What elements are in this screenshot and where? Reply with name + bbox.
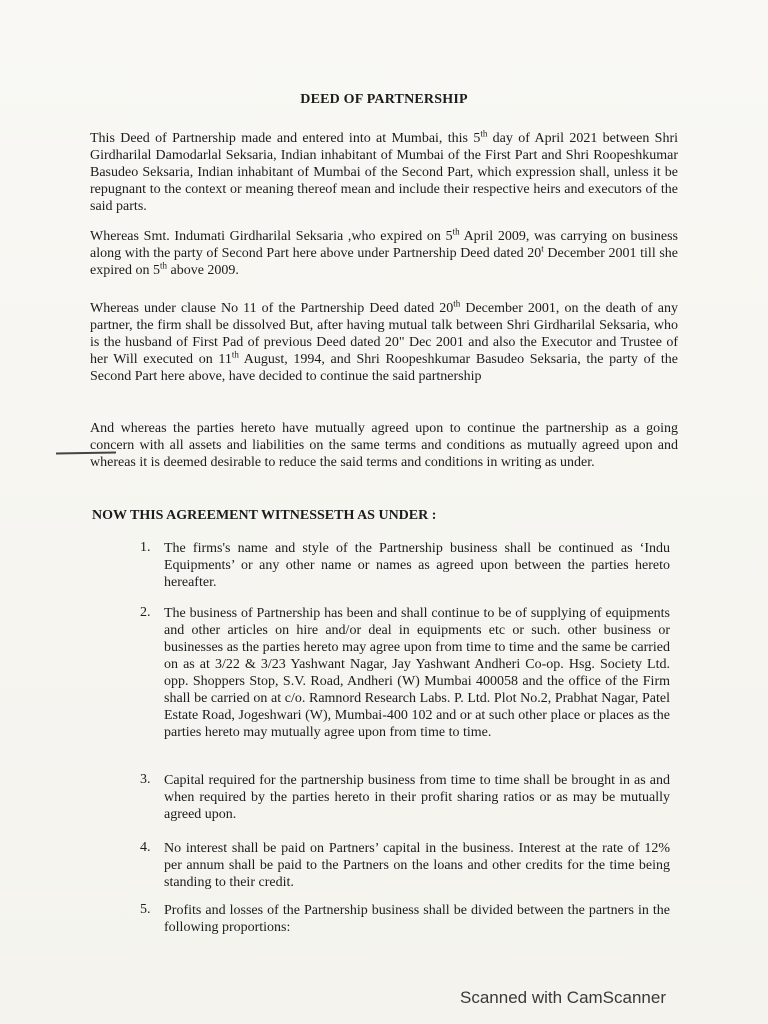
section-heading: NOW THIS AGREEMENT WITNESSETH AS UNDER :	[92, 508, 437, 523]
paragraph-intro: This Deed of Partnership made and entered into at Mumbai, this 5th day of April 2021 between Shri Girdharilal Damodarlal Seksaria, Indian inhabitant of Mumbai of the First Part and Shri Roopeshkumar Basudeo Seksaria, Indian inhabitant of Mumbai of the Second Part, which expression shall, unless it be repugnant to the context or meaning thereof mean and include their respective heirs and executors of the said parts.	[90, 128, 678, 214]
list-item-number: 4.	[140, 840, 151, 855]
paragraph-whereas-1: Whereas Smt. Indumati Girdharilal Seksaria ,who expired on 5th April 2009, was carrying on business along with the party of Second Part here above under Partnership Deed dated 20$^t$ December 2001 till she expired on 5th above 2009.	[90, 226, 678, 278]
document-title: DEED OF PARTNERSHIP	[300, 92, 468, 107]
list-item-text: No interest shall be paid on Partners’ capital in the business. Interest at the rate of 12% per annum shall be paid to the Partners on the loans and other credits for the time being standing to their credit.	[164, 841, 670, 890]
list-item-number: 2.	[140, 605, 151, 620]
list-item-number: 5.	[140, 902, 151, 917]
paragraph-whereas-2: Whereas under clause No 11 of the Partnership Deed dated 20th December 2001, on the death of any partner, the firm shall be dissolved But, after having mutual talk between Shri Girdharilal Seksaria, who is the husband of First Pad of previous Deed dated 20" Dec 2001 and also the Executor and Trustee of her Will executed on 11th August, 1994, and Shri Roopeshkumar Basudeo Seksaria, the party of the Second Part here above, have decided to continue the said partnership	[90, 298, 679, 384]
list-item-text: The business of Partnership has been and shall continue to be of supplying of equipments and other articles on hire and/or deal in equipments etc or such. other business or businesses as the parties hereto may agree upon from time to time and the same be carried on as at 3/22 & 3/23 Yashwant Nagar, Jay Yashwant Andheri Co-op. Hsg. Society Ltd. opp. Shoppers Stop, S.V. Road, Andheri (W) Mumbai 400058 and the office of the Firm shall be carried on at c/o. Ramnord Research Labs. P. Ltd. Plot No.2, Prabhat Nagar, Patel Estate Road, Jogeshwari (W), Mumbai-400 102 and or at such other place or places as the parties hereto may mutually agree upon from time to time.	[164, 606, 670, 740]
paragraph-whereas-3: And whereas the parties hereto have mutually agreed upon to continue the partnership as a going concern with all assets and liabilities on the same terms and conditions as mutually agreed upon and whereas it is deemed desirable to reduce the said terms and conditions in writing as under.	[90, 421, 678, 470]
list-item-text: Profits and losses of the Partnership business shall be divided between the partners in the following proportions:	[164, 903, 670, 935]
list-item-number: 3.	[140, 772, 151, 787]
list-item-number: 1.	[140, 540, 151, 555]
list-item-text: Capital required for the partnership business from time to time shall be brought in as and when required by the parties hereto in their profit sharing ratios or as may be mutually agreed upon.	[164, 773, 670, 822]
scanner-watermark: Scanned with CamScanner	[460, 988, 667, 1007]
list-item-text: The firms's name and style of the Partnership business shall be continued as ‘Indu Equipments’ or any other name or names as agreed upon between the parties hereto hereafter.	[164, 541, 670, 590]
